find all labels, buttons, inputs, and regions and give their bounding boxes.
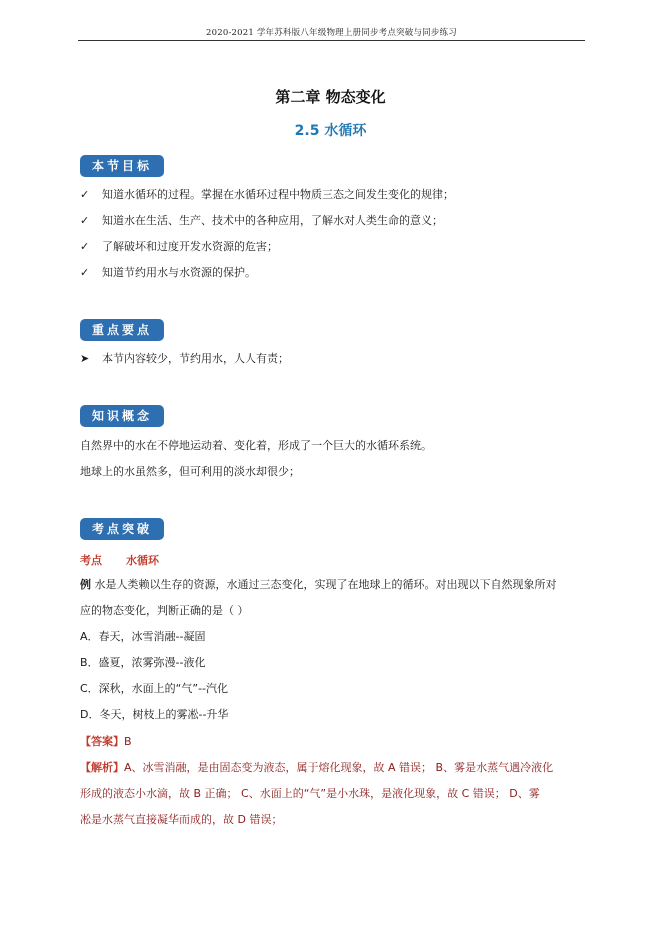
- concept-line: 自然界中的水在不停地运动着、变化着，形成了一个巨大的水循环系统。: [80, 439, 432, 452]
- option-b: B．盛夏，浓雾弥漫--液化: [80, 656, 206, 669]
- breakthrough-badge: 考点突破: [80, 518, 164, 540]
- concepts-badge: 知识概念: [80, 405, 164, 427]
- option-a: A．春天，冰雪消融--凝固: [80, 630, 206, 643]
- option-d: D．冬天，树枝上的雾凇--升华: [80, 708, 229, 721]
- objective-item: ✓ 了解破坏和过度开发水资源的危害；: [80, 240, 278, 253]
- analysis-line: 凇是水蒸气直接凝华而成的，故 D 错误；: [80, 813, 283, 826]
- example-question-cont: 应的物态变化，判断正确的是（ ）: [80, 604, 249, 617]
- option-c: C．深秋，水面上的“气”--汽化: [80, 682, 229, 695]
- check-icon: ✓: [80, 214, 90, 227]
- objective-item: ✓ 知道水循环的过程。掌握在水循环过程中物质三态之间发生变化的规律；: [80, 188, 454, 201]
- key-points-badge: 重点要点: [80, 319, 164, 341]
- example-label: 例: [80, 578, 91, 591]
- analysis-line: 【解析】A、冰雪消融，是由固态变为液态，属于熔化现象，故 A 错误； B、雾是水蒸气遇冷液化: [80, 761, 554, 774]
- analysis-line: 形成的液态小水滴，故 B 正确； C、水面上的“气”是小水珠，是液化现象，故 C 错误； D、雾: [80, 787, 540, 800]
- check-icon: ✓: [80, 188, 90, 201]
- kaodian-heading: [80, 552, 159, 568]
- objective-item: ✓ 知道节约用水与水资源的保护。: [80, 266, 256, 279]
- answer-label: 【答案】: [80, 735, 124, 748]
- kaodian-name: 水循环: [126, 554, 159, 567]
- objectives-badge: 本节目标: [80, 155, 164, 177]
- concept-line: 地球上的水虽然多，但可利用的淡水却很少；: [80, 465, 300, 478]
- analysis-label: 【解析】: [80, 761, 124, 774]
- objective-item: ✓ 知道水在生活、生产、技术中的各种应用，了解水对人类生命的意义；: [80, 214, 443, 227]
- answer-value: B: [124, 735, 132, 748]
- arrow-right-icon: ➤: [80, 352, 90, 365]
- answer-line: [80, 734, 132, 750]
- header-divider: [78, 40, 585, 41]
- example-question: 例 水是人类赖以生存的资源，水通过三态变化，实现了在地球上的循环。对出现以下自然现象所对: [80, 578, 557, 591]
- kaodian-label: 考点: [80, 554, 102, 567]
- section-title: 2.5 水循环: [294, 123, 367, 139]
- check-icon: ✓: [80, 240, 90, 253]
- check-icon: ✓: [80, 266, 90, 279]
- key-point-item: ➤ 本节内容较少，节约用水，人人有责；: [80, 352, 289, 365]
- chapter-title: 第二章 物态变化: [275, 88, 386, 106]
- page-header: 2020-2021 学年苏科版八年级物理上册同步考点突破与同步练习: [206, 28, 457, 38]
